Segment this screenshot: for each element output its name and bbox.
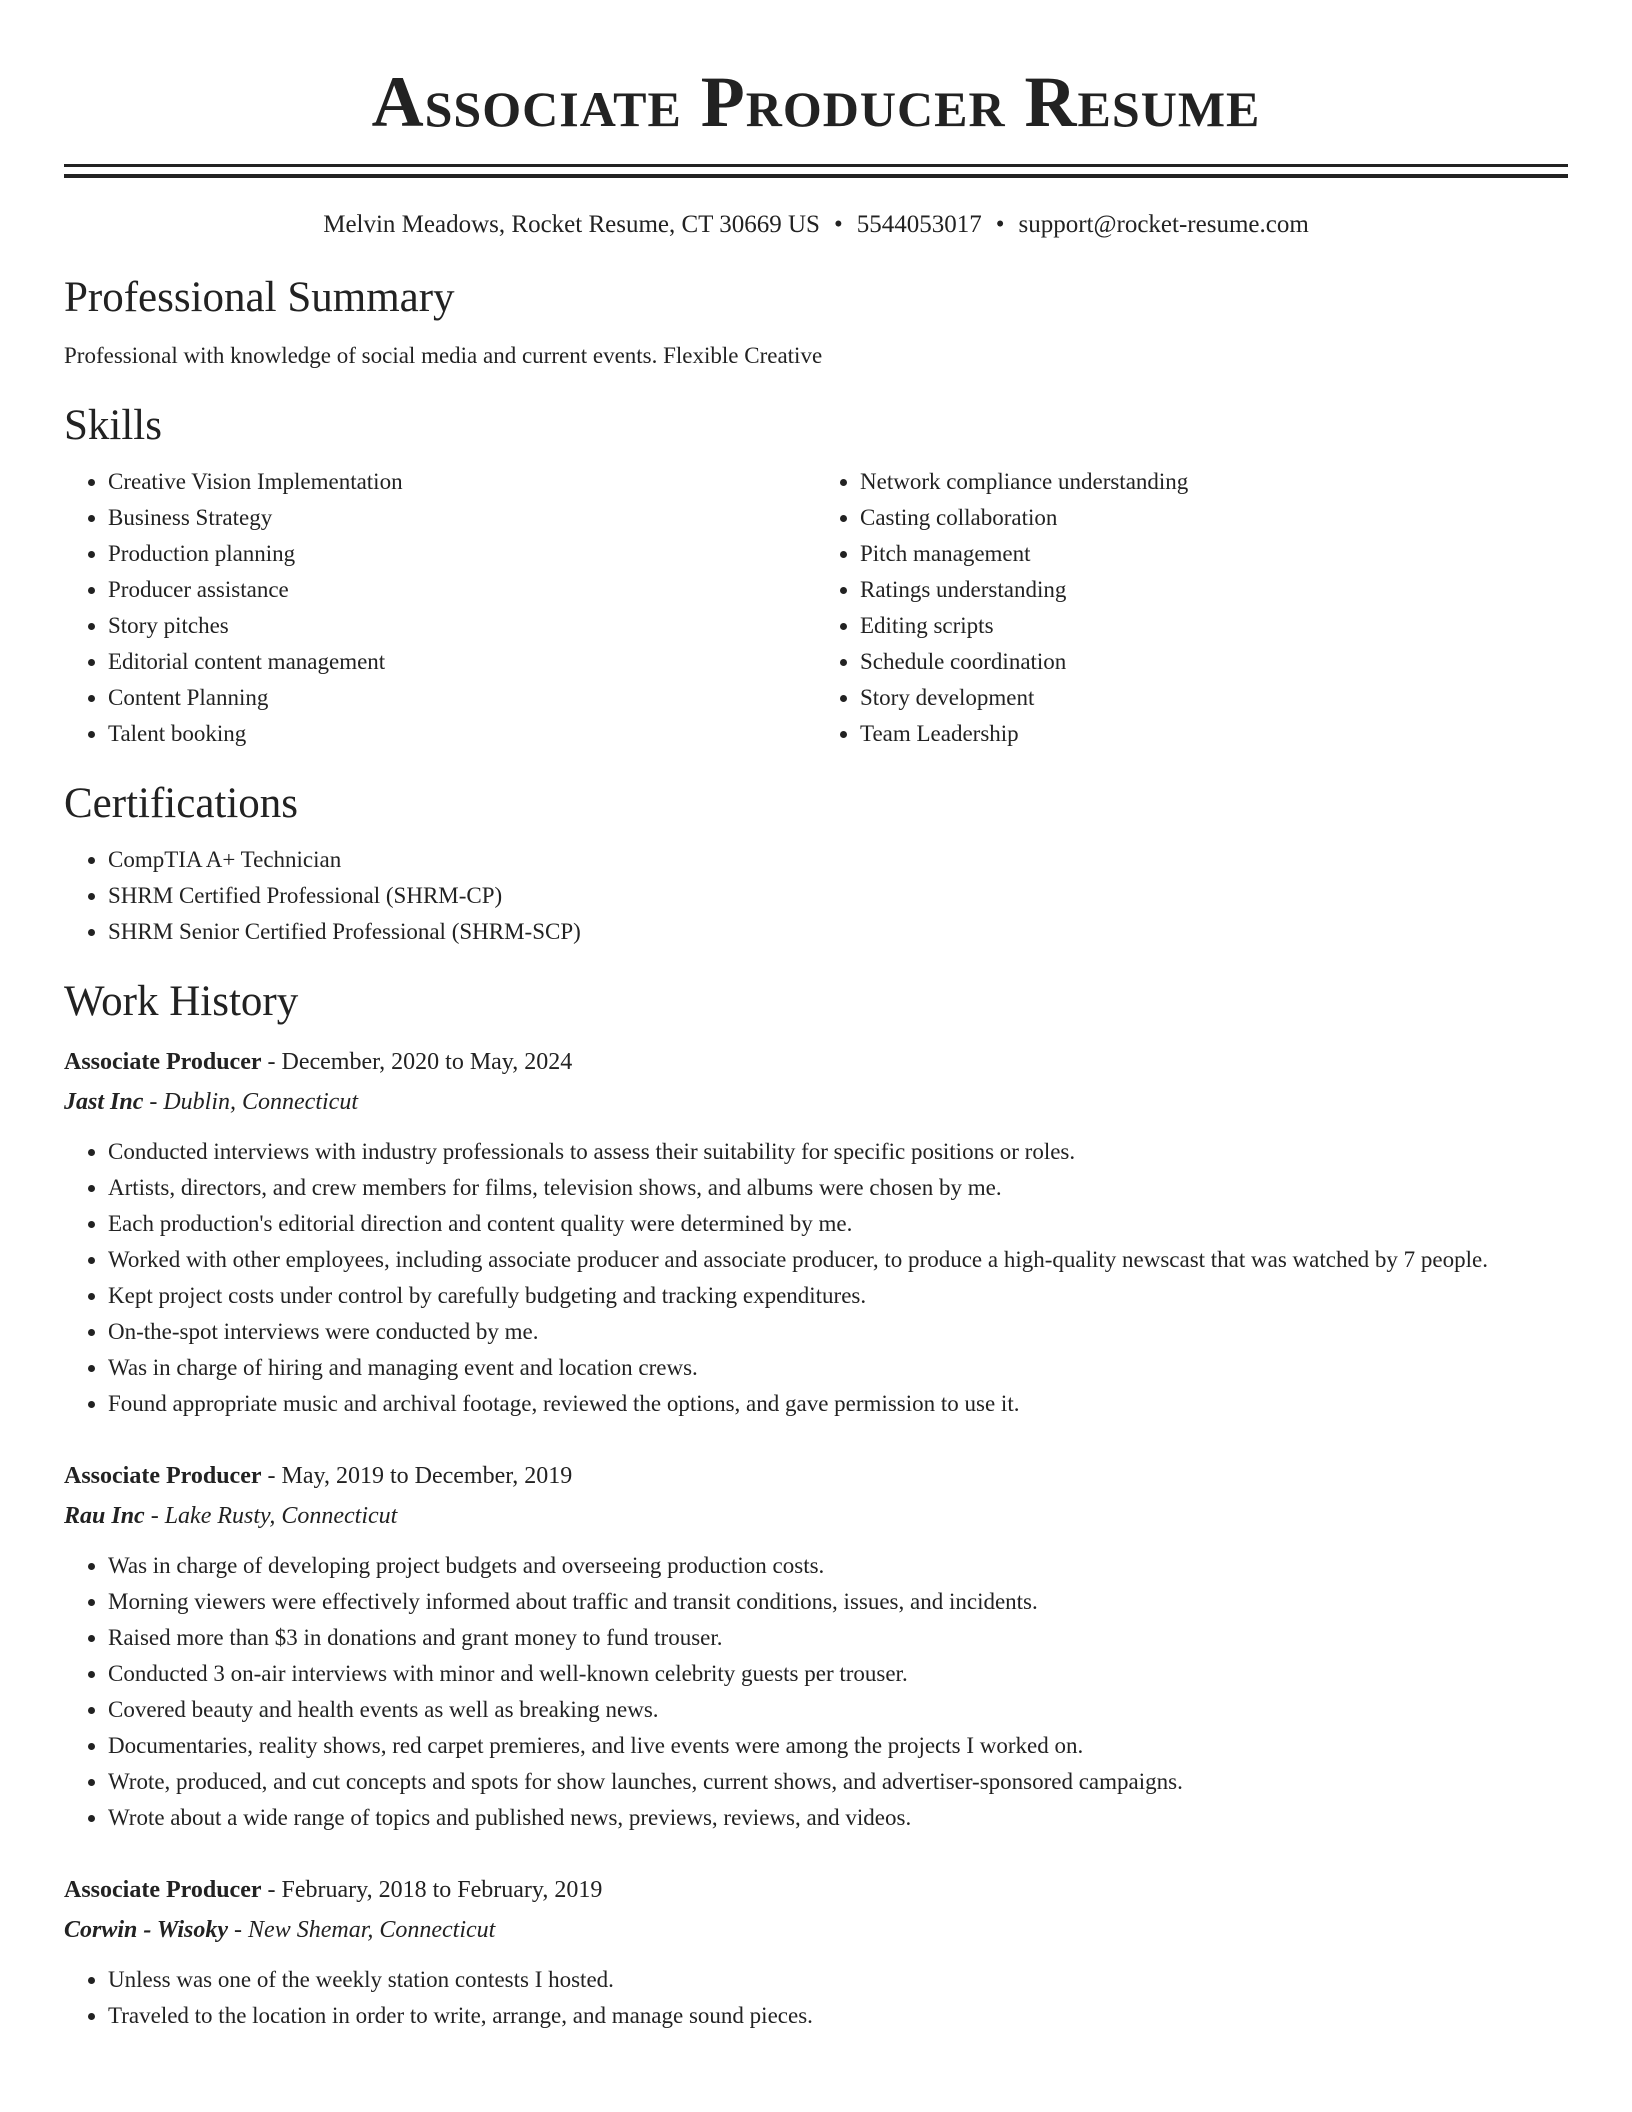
job-bullets [64, 1134, 1568, 1422]
job-bullet: • Artists, directors, and crew members for films, television shows, and albums were chosen by me. [108, 1170, 1568, 1206]
job-bullet: • Worked with other employees, including associate producer and associate producer, to produce a high-quality newscast that was watched by 7 people. [108, 1242, 1568, 1278]
job-bullet: • Wrote, produced, and cut concepts and spots for show launches, current shows, and advertiser-sponsored campaigns. [108, 1764, 1568, 1800]
company-location: - Dublin, Connecticut [143, 1089, 358, 1115]
job-dates: - May, 2019 to December, 2019 [261, 1463, 573, 1489]
job-dates: - February, 2018 to February, 2019 [261, 1877, 603, 1903]
job-title-line [64, 1456, 1568, 1496]
job-bullet: • Wrote about a wide range of topics and published news, previews, reviews, and videos. [108, 1800, 1568, 1836]
summary-text: Professional with knowledge of social media and current events. Flexible Creative [64, 343, 823, 368]
summary-heading: Professional Summary [64, 274, 455, 321]
contact-line [64, 208, 1568, 242]
skills-list-left [64, 464, 816, 752]
job-entry [64, 1870, 1568, 2034]
work-history-heading: Work History [64, 978, 299, 1025]
certification-item: • SHRM Certified Professional (SHRM-CP) [108, 878, 1568, 914]
contact-email: support@rocket-resume.com [1018, 211, 1309, 238]
resume-title: Associate Producer Resume [371, 62, 1261, 142]
job-bullet: • Conducted 3 on-air interviews with minor and well-known celebrity guests per trouser. [108, 1656, 1568, 1692]
company-location: - New Shemar, Connecticut [228, 1917, 496, 1943]
job-bullet: • Was in charge of hiring and managing event and location crews. [108, 1350, 1568, 1386]
job-title-line [64, 1042, 1568, 1082]
skills-heading: Skills [64, 402, 162, 449]
skill-item: • Story pitches [108, 608, 816, 644]
job-title: Associate Producer [64, 1877, 262, 1903]
skills-list-right [816, 464, 1568, 752]
skill-item: • Editing scripts [860, 608, 1568, 644]
skill-item: • Business Strategy [108, 500, 816, 536]
job-title: Associate Producer [64, 1049, 262, 1075]
job-bullet: • Traveled to the location in order to write, arrange, and manage sound pieces. [108, 1998, 1568, 2034]
skill-item: • Creative Vision Implementation [108, 464, 816, 500]
skill-item: • Producer assistance [108, 572, 816, 608]
job-bullet: • On-the-spot interviews were conducted by me. [108, 1314, 1568, 1350]
job-entry [64, 1042, 1568, 1422]
company-name: Jast Inc [64, 1089, 144, 1115]
certifications-heading: Certifications [64, 780, 299, 827]
job-bullets [64, 1962, 1568, 2034]
job-bullet: • Conducted interviews with industry professionals to assess their suitability for specific positions or roles. [108, 1134, 1568, 1170]
job-bullet: • Kept project costs under control by carefully budgeting and tracking expenditures. [108, 1278, 1568, 1314]
job-bullet: • Covered beauty and health events as well as breaking news. [108, 1692, 1568, 1728]
skill-item: • Pitch management [860, 536, 1568, 572]
company-name: Rau Inc [64, 1503, 145, 1529]
job-bullet: • Found appropriate music and archival footage, reviewed the options, and gave permission to use it. [108, 1386, 1568, 1422]
company-line [64, 1496, 1568, 1536]
title-rule-bottom [64, 174, 1568, 178]
skill-item: • Talent booking [108, 716, 816, 752]
job-bullet: • Was in charge of developing project budgets and overseeing production costs. [108, 1548, 1568, 1584]
contact-separator: • [833, 211, 843, 238]
job-bullets [64, 1548, 1568, 1836]
company-line [64, 1910, 1568, 1950]
skill-item: • Content Planning [108, 680, 816, 716]
contact-address: Melvin Meadows, Rocket Resume, CT 30669 US [323, 211, 820, 238]
skill-item: • Production planning [108, 536, 816, 572]
contact-phone: 5544053017 [856, 211, 982, 238]
company-location: - Lake Rusty, Connecticut [144, 1503, 398, 1529]
skills-grid [64, 464, 1568, 752]
title-rule-top [64, 164, 1568, 167]
certifications-list [64, 842, 1568, 950]
job-entry [64, 1456, 1568, 1836]
skill-item: • Casting collaboration [860, 500, 1568, 536]
skill-item: • Network compliance understanding [860, 464, 1568, 500]
job-dates: - December, 2020 to May, 2024 [261, 1049, 573, 1075]
job-title-line [64, 1870, 1568, 1910]
job-bullet: • Morning viewers were effectively informed about traffic and transit conditions, issues, and incidents. [108, 1584, 1568, 1620]
skill-item: • Team Leadership [860, 716, 1568, 752]
skill-item: • Story development [860, 680, 1568, 716]
certification-item: • SHRM Senior Certified Professional (SHRM-SCP) [108, 914, 1568, 950]
company-name: Corwin - Wisoky [64, 1917, 229, 1943]
skill-item: • Editorial content management [108, 644, 816, 680]
skill-item: • Schedule coordination [860, 644, 1568, 680]
contact-separator: • [995, 211, 1005, 238]
skill-item: • Ratings understanding [860, 572, 1568, 608]
job-bullet: • Each production's editorial direction and content quality were determined by me. [108, 1206, 1568, 1242]
job-bullet: • Documentaries, reality shows, red carpet premieres, and live events were among the projects I worked on. [108, 1728, 1568, 1764]
certification-item: • CompTIA A+ Technician [108, 842, 1568, 878]
job-bullet: • Raised more than $3 in donations and grant money to fund trouser. [108, 1620, 1568, 1656]
job-bullet: • Unless was one of the weekly station contests I hosted. [108, 1962, 1568, 1998]
resume-page [64, 0, 1568, 2034]
job-title: Associate Producer [64, 1463, 262, 1489]
company-line [64, 1082, 1568, 1122]
